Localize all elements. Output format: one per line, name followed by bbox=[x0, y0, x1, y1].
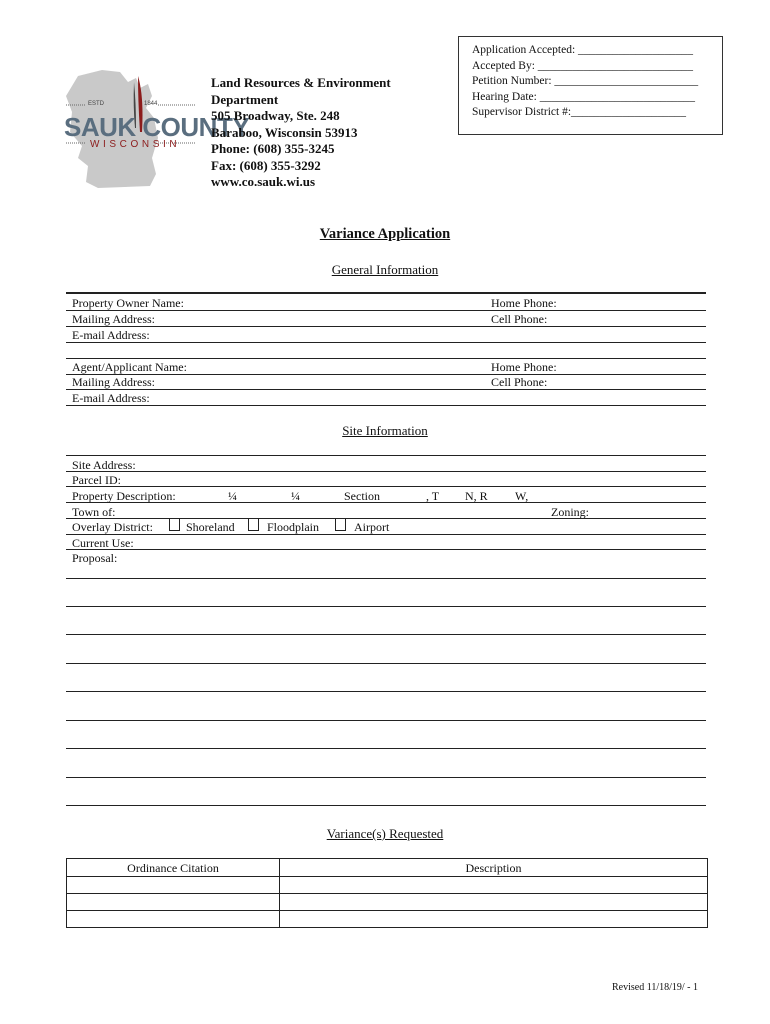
logo-year: 1844 bbox=[144, 101, 158, 107]
variances-requested-heading: Variance(s) Requested bbox=[326, 826, 444, 841]
quarter-field-1[interactable]: ¼ bbox=[228, 489, 237, 503]
application-accepted-field[interactable]: Application Accepted: ____________________ bbox=[472, 44, 694, 56]
general-information-heading: General Information bbox=[331, 262, 439, 277]
description-cell[interactable] bbox=[280, 877, 708, 894]
divider bbox=[66, 326, 706, 327]
page-title: Variance Application bbox=[319, 226, 451, 242]
supervisor-district-field[interactable]: Supervisor District #:____________________ bbox=[472, 106, 687, 118]
description-cell[interactable] bbox=[280, 894, 708, 911]
agent-name-field[interactable]: Agent/Applicant Name: bbox=[72, 360, 187, 374]
township-field[interactable]: , T bbox=[426, 489, 440, 503]
dept-line: Department bbox=[211, 91, 279, 107]
floodplain-checkbox[interactable] bbox=[248, 518, 259, 531]
divider bbox=[66, 389, 706, 390]
quarter-field-2[interactable]: ¼ bbox=[291, 489, 300, 503]
owner-name-field[interactable]: Property Owner Name: bbox=[72, 296, 184, 310]
owner-email-field[interactable]: E-mail Address: bbox=[72, 328, 150, 342]
dept-line: Land Resources & Environment bbox=[211, 75, 391, 90]
owner-cell-phone-field[interactable]: Cell Phone: bbox=[491, 312, 548, 326]
divider bbox=[66, 374, 706, 375]
citation-cell[interactable] bbox=[67, 894, 280, 911]
revision-footer: Revised 11/18/19/ - 1 bbox=[611, 982, 698, 993]
proposal-line[interactable] bbox=[66, 578, 706, 579]
department-address-block bbox=[211, 75, 441, 191]
owner-mailing-field[interactable]: Mailing Address: bbox=[72, 312, 155, 326]
agent-home-phone-field[interactable]: Home Phone: bbox=[491, 360, 557, 374]
petition-number-field[interactable]: Petition Number: _________________________ bbox=[472, 75, 699, 87]
divider bbox=[66, 310, 706, 311]
divider bbox=[66, 405, 706, 406]
agent-mailing-field[interactable]: Mailing Address: bbox=[72, 375, 155, 389]
proposal-line[interactable] bbox=[66, 606, 706, 607]
office-use-box bbox=[458, 36, 723, 135]
range-field[interactable]: N, R bbox=[465, 489, 488, 503]
current-use-field[interactable]: Current Use: bbox=[72, 536, 134, 550]
dept-line: 505 Broadway, Ste. 248 bbox=[211, 108, 340, 123]
proposal-line[interactable] bbox=[66, 748, 706, 749]
proposal-line[interactable] bbox=[66, 691, 706, 692]
logo-county-name: SAUK COUNTY bbox=[64, 112, 250, 142]
description-cell[interactable] bbox=[280, 911, 708, 928]
divider bbox=[66, 358, 706, 359]
dept-website: www.co.sauk.wi.us bbox=[211, 174, 316, 189]
logo-estd: ESTD bbox=[88, 101, 105, 107]
dept-line: Baraboo, Wisconsin 53913 bbox=[211, 124, 358, 140]
agent-email-field[interactable]: E-mail Address: bbox=[72, 391, 150, 405]
description-header: Description bbox=[280, 859, 708, 877]
proposal-line[interactable] bbox=[66, 634, 706, 635]
airport-checkbox[interactable] bbox=[335, 518, 346, 531]
divider bbox=[66, 342, 706, 343]
divider bbox=[66, 292, 706, 294]
logo-state-name: WISCONSIN bbox=[90, 139, 181, 150]
table-row bbox=[67, 877, 708, 894]
proposal-line[interactable] bbox=[66, 805, 706, 806]
citation-cell[interactable] bbox=[67, 911, 280, 928]
agent-cell-phone-field[interactable]: Cell Phone: bbox=[491, 375, 548, 389]
hearing-date-field[interactable]: Hearing Date: ___________________________ bbox=[472, 90, 695, 103]
divider bbox=[66, 471, 706, 472]
site-address-field[interactable]: Site Address: bbox=[72, 458, 136, 472]
west-field[interactable]: W, bbox=[515, 489, 529, 503]
divider bbox=[66, 534, 706, 535]
table-row bbox=[67, 894, 708, 911]
variances-table bbox=[66, 858, 708, 928]
shoreland-checkbox[interactable] bbox=[169, 518, 180, 531]
table-header-row bbox=[67, 859, 708, 877]
accepted-by-field[interactable]: Accepted By: ___________________________ bbox=[472, 59, 694, 72]
airport-label: Airport bbox=[354, 520, 390, 534]
proposal-label: Proposal: bbox=[72, 551, 118, 565]
section-field[interactable]: Section bbox=[344, 489, 380, 503]
proposal-line[interactable] bbox=[66, 663, 706, 664]
divider bbox=[66, 518, 706, 519]
town-field[interactable]: Town of: bbox=[72, 505, 116, 519]
proposal-line[interactable] bbox=[66, 720, 706, 721]
overlay-district-label: Overlay District: bbox=[72, 520, 153, 534]
zoning-field[interactable]: Zoning: bbox=[551, 505, 589, 519]
citation-cell[interactable] bbox=[67, 877, 280, 894]
divider bbox=[66, 486, 706, 487]
proposal-line[interactable] bbox=[66, 777, 706, 778]
property-description-label: Property Description: bbox=[72, 489, 176, 503]
ordinance-citation-header: Ordinance Citation bbox=[67, 859, 280, 877]
divider bbox=[66, 502, 706, 503]
divider bbox=[66, 455, 706, 456]
floodplain-label: Floodplain bbox=[267, 520, 320, 534]
dept-line: Phone: (608) 355-3245 bbox=[211, 141, 335, 156]
shoreland-label: Shoreland bbox=[186, 520, 235, 534]
owner-home-phone-field[interactable]: Home Phone: bbox=[491, 296, 557, 310]
divider bbox=[66, 549, 706, 550]
parcel-id-field[interactable]: Parcel ID: bbox=[72, 473, 121, 487]
site-information-heading: Site Information bbox=[342, 423, 428, 438]
table-row bbox=[67, 911, 708, 928]
dept-line: Fax: (608) 355-3292 bbox=[211, 157, 321, 173]
